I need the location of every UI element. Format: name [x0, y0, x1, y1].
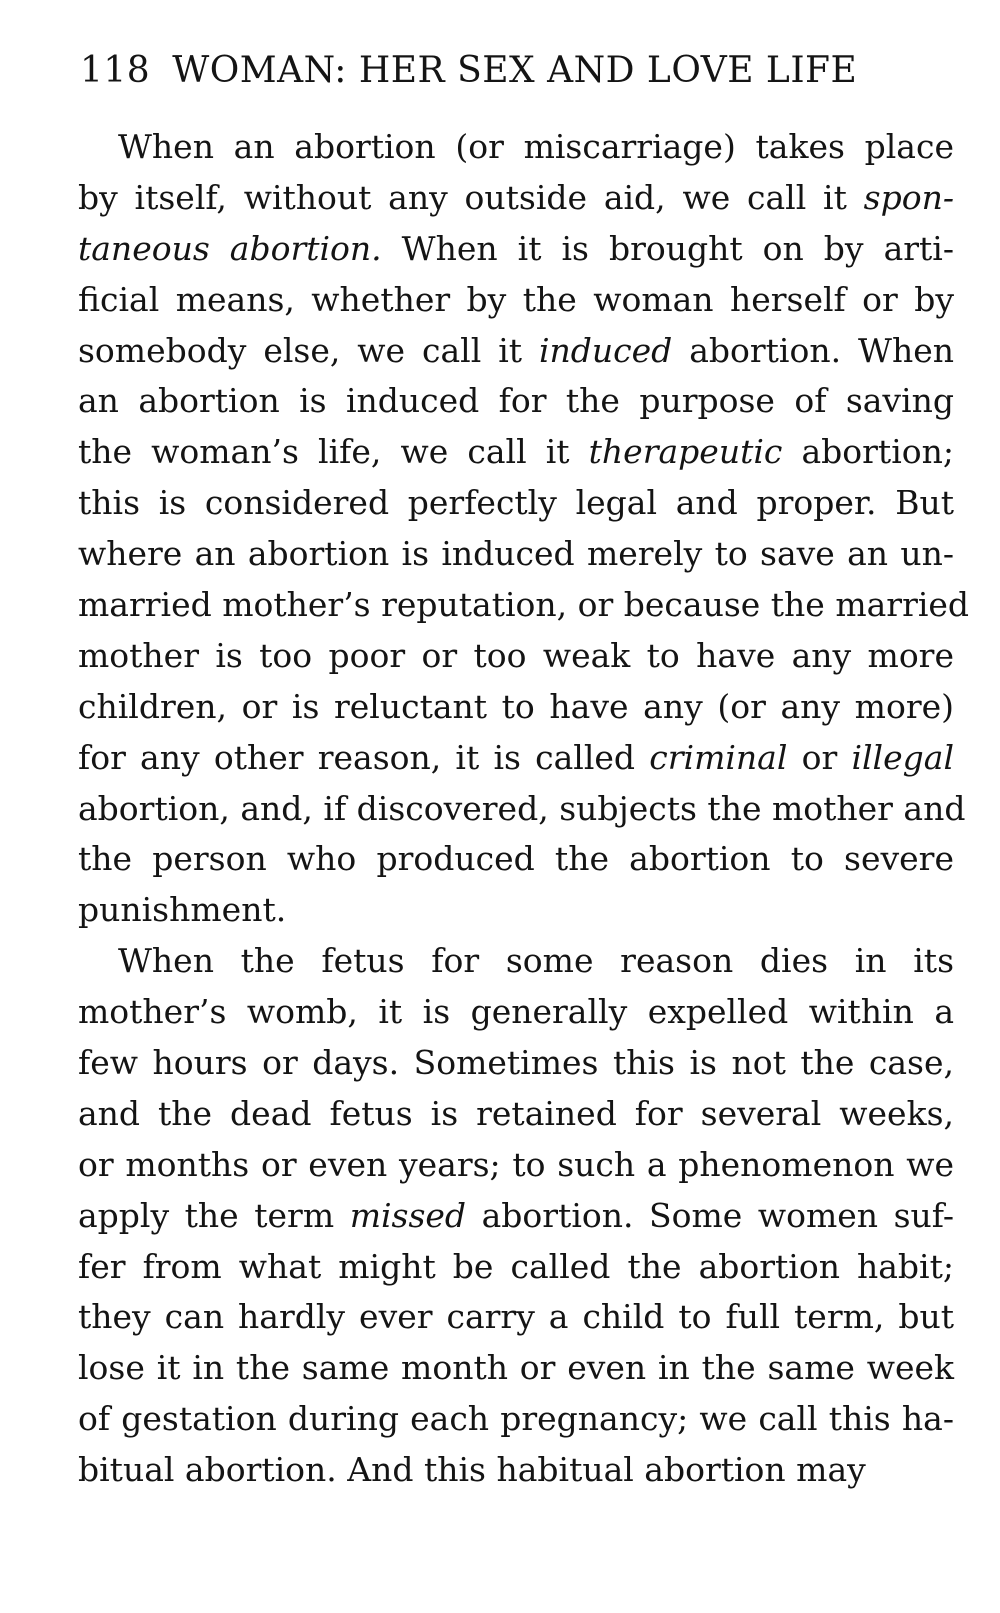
text-run: mother’s womb, it is generally expelled within a [78, 992, 954, 1032]
text-line [78, 631, 954, 682]
text-run: abortion. Some women suf- [466, 1195, 954, 1235]
italic-term: taneous abortion. [78, 228, 382, 268]
text-line [78, 1242, 954, 1293]
text-line [78, 885, 954, 936]
text-run: When it is brought on by arti- [381, 228, 955, 268]
text-run: the person who produced the abortion to severe [78, 839, 954, 879]
text-run: children, or is reluctant to have any (or any more) [78, 686, 954, 726]
text-run: punishment. [78, 890, 287, 930]
text-line [78, 682, 954, 733]
text-run: this is considered perfectly legal and proper. But [78, 483, 954, 523]
text-run: somebody else, we call it [78, 330, 539, 370]
text-line [78, 936, 954, 987]
text-line [78, 784, 966, 835]
text-run: apply the term [78, 1195, 350, 1235]
text-line [78, 834, 954, 885]
text-line [78, 224, 954, 275]
text-run: the woman’s life, we call it [78, 432, 589, 472]
italic-term: illegal [851, 737, 954, 777]
text-line [78, 733, 954, 784]
text-run: or months or even years; to such a phenomenon we [78, 1144, 954, 1184]
italic-term: induced [538, 330, 673, 370]
text-run: lose it in the same month or even in the same week [78, 1348, 954, 1388]
text-line [78, 1038, 954, 1089]
text-run: an abortion is induced for the purpose of saving [78, 381, 954, 421]
text-run: When an abortion (or miscarriage) takes place [118, 127, 954, 166]
text-run: or [787, 737, 852, 777]
text-line [78, 326, 954, 377]
text-run: few hours or days. Sometimes this is not the case, [78, 1043, 954, 1083]
page-number: 118 [80, 50, 151, 91]
italic-term: missed [349, 1195, 467, 1235]
text-run: abortion. When [672, 330, 954, 370]
text-run: bitual abortion. And this habitual abortion may [78, 1450, 866, 1490]
text-line [78, 173, 954, 224]
text-line [78, 275, 954, 326]
text-run: they can hardly ever carry a child to full term, but [78, 1297, 954, 1337]
paragraph [78, 122, 970, 936]
running-header [80, 46, 930, 96]
text-run: When the fetus for some reason dies in its [118, 941, 954, 981]
italic-term: therapeutic [588, 432, 783, 472]
text-run: by itself, without any outside aid, we call it [78, 177, 864, 217]
text-line [78, 1140, 954, 1191]
text-line [78, 1343, 954, 1394]
text-run: ficial means, whether by the woman herself or by [78, 279, 954, 319]
paragraph [78, 936, 954, 1496]
text-line [78, 1292, 954, 1343]
text-line [78, 478, 954, 529]
text-line [78, 427, 954, 478]
italic-term: spon- [863, 177, 954, 217]
text-run: married mother’s reputation, or because the married [78, 585, 970, 625]
text-line [78, 1445, 954, 1496]
text-line [78, 122, 954, 173]
body-text [78, 122, 970, 1496]
text-run: for any other reason, it is called [78, 737, 650, 777]
text-run: and the dead fetus is retained for several weeks, [78, 1093, 954, 1133]
italic-term: criminal [649, 737, 788, 777]
text-line [78, 987, 954, 1038]
text-line [78, 529, 954, 580]
text-line [78, 1089, 954, 1140]
text-line [78, 1191, 954, 1242]
running-title: WOMAN: HER SEX AND LOVE LIFE [172, 50, 858, 91]
text-run: of gestation during each pregnancy; we call this ha- [78, 1399, 954, 1439]
text-run: where an abortion is induced merely to save an un- [78, 534, 954, 574]
text-run: fer from what might be called the abortion habit; [78, 1246, 954, 1286]
text-line [78, 580, 970, 631]
text-run: mother is too poor or too weak to have any more [78, 635, 954, 675]
text-run: abortion, and, if discovered, subjects the mother and [78, 788, 966, 828]
text-run: abortion; [782, 432, 954, 472]
text-line [78, 376, 954, 427]
text-line [78, 1394, 954, 1445]
